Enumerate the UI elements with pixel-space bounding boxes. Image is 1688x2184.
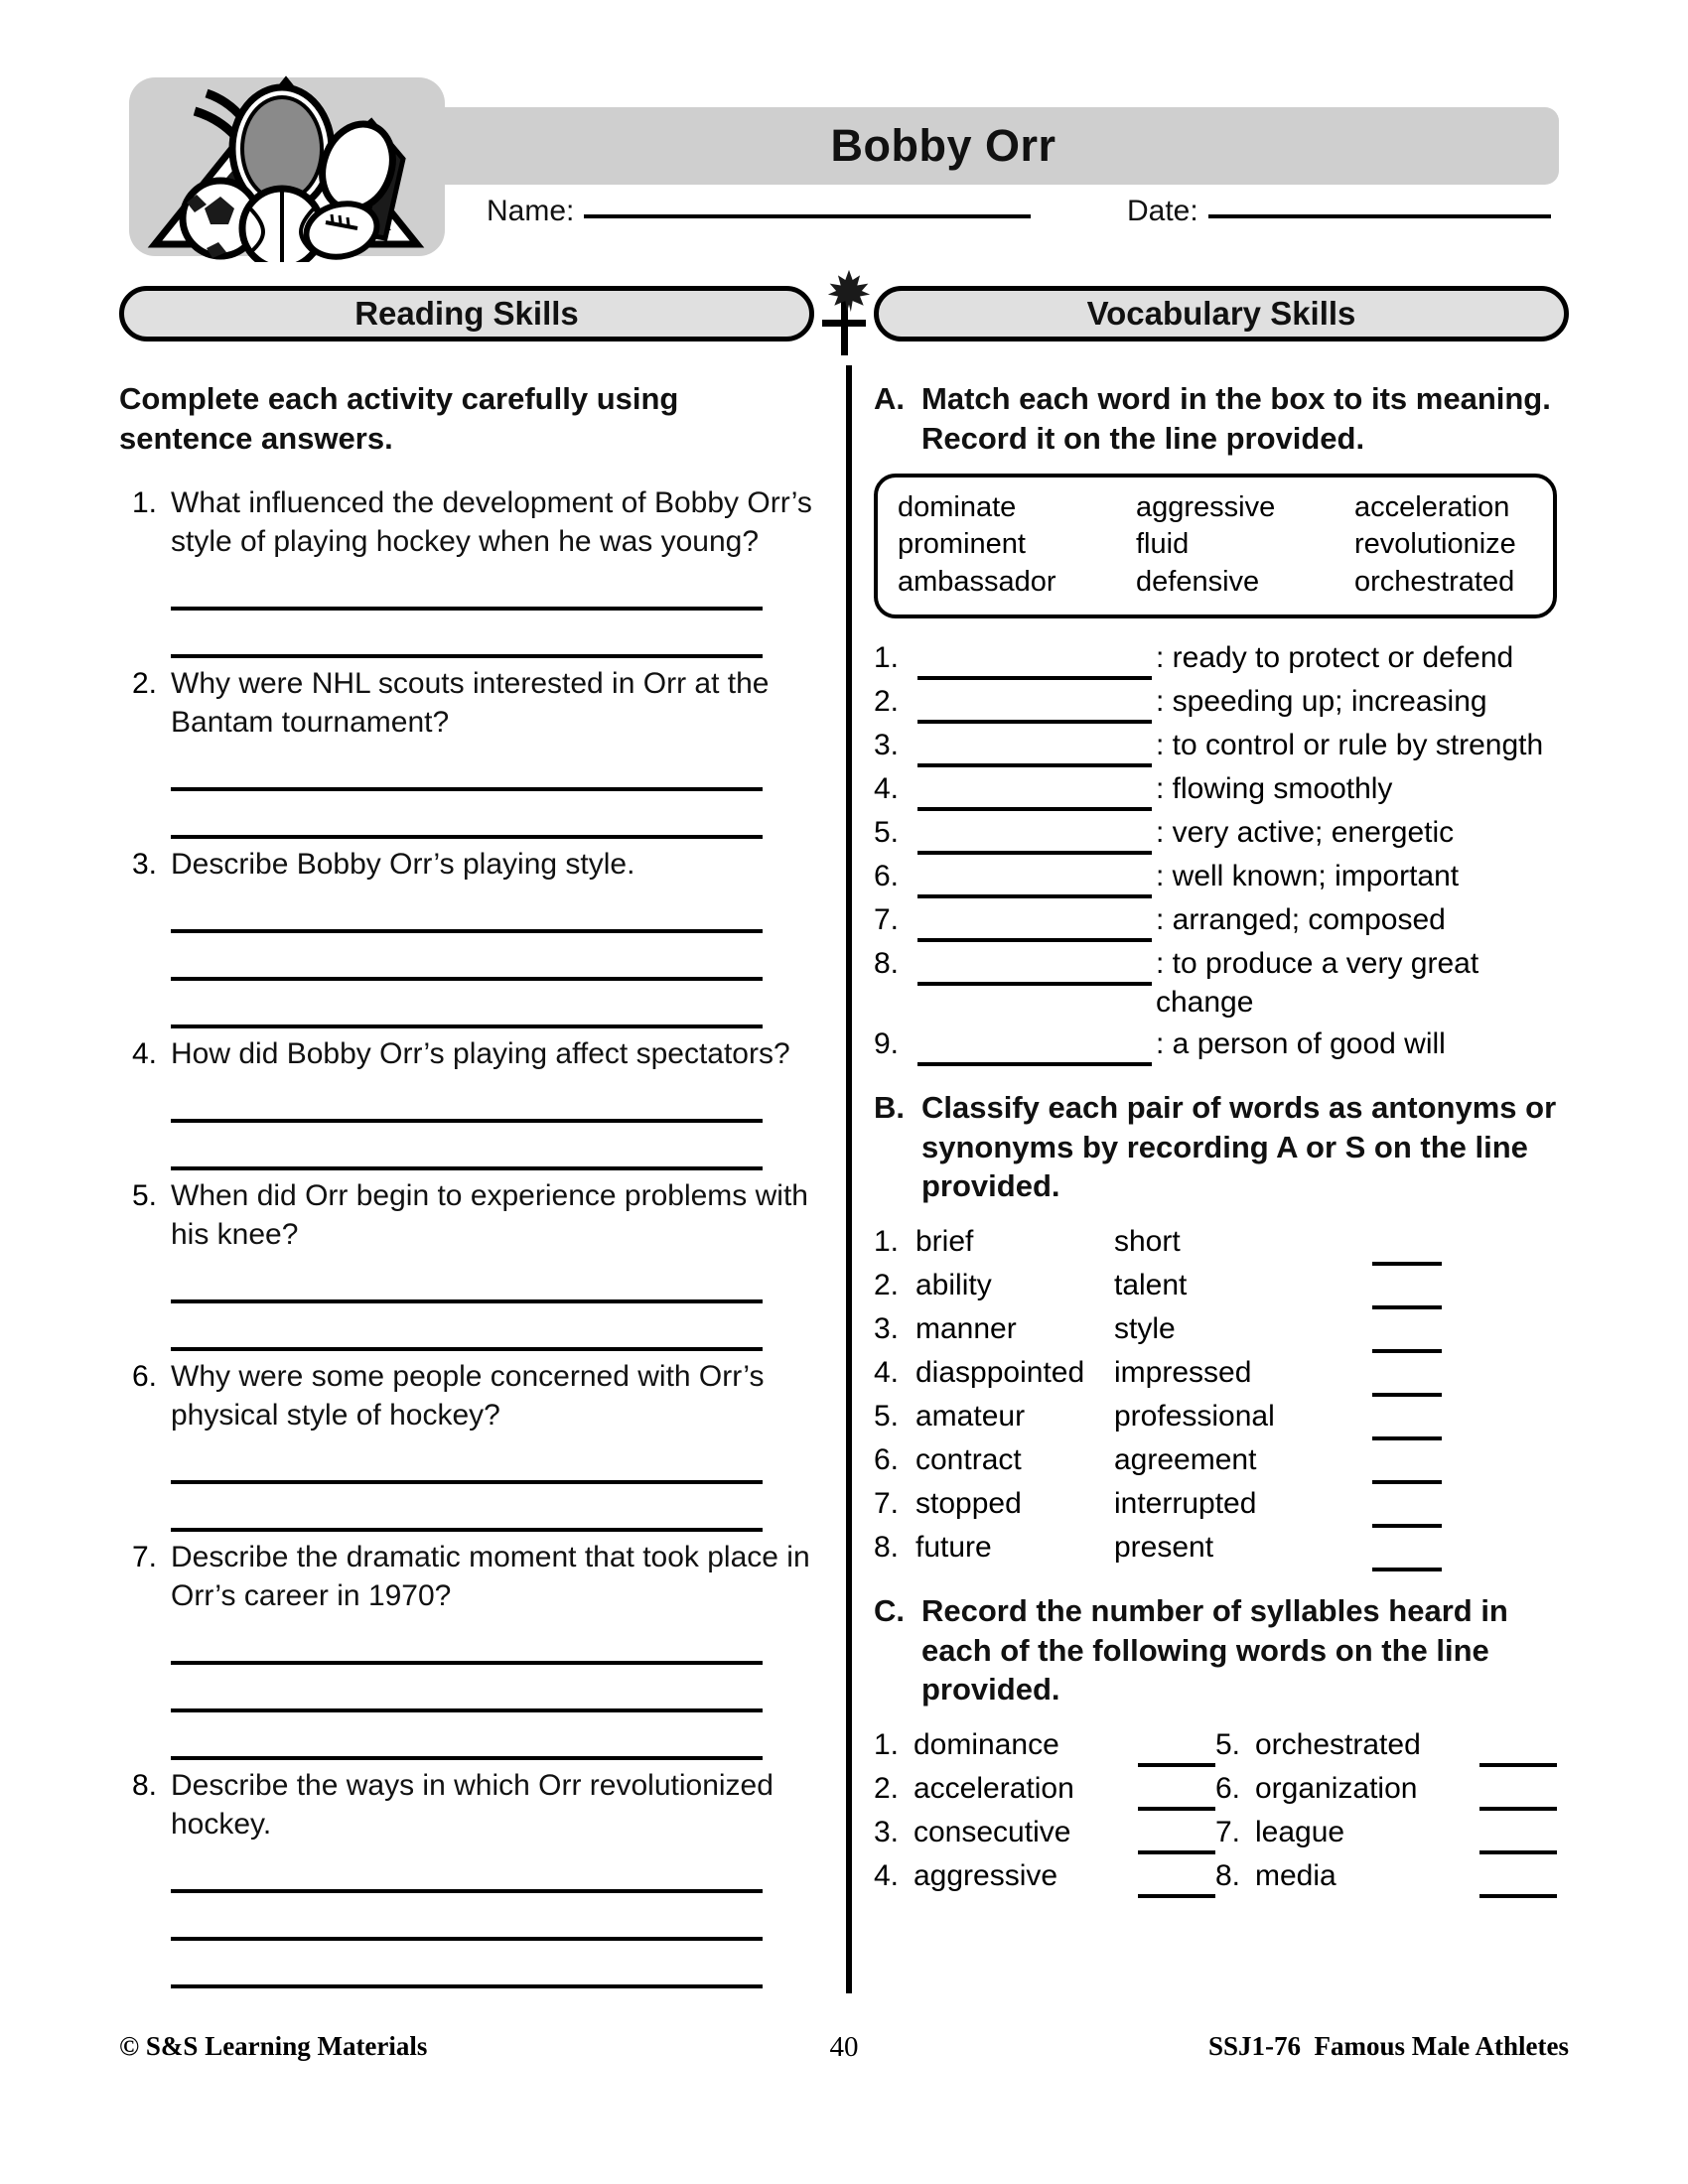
page-footer xyxy=(119,2031,1569,2081)
leaf-crossbar xyxy=(822,320,866,327)
pair-answer-blank[interactable] xyxy=(1372,1494,1442,1528)
answer-line[interactable] xyxy=(171,1845,763,1893)
pair-number: 4. xyxy=(874,1355,900,1389)
date-input-line[interactable] xyxy=(1208,214,1551,218)
syllable-word: aggressive xyxy=(914,1858,1058,1892)
match-definition: : arranged; composed xyxy=(1156,902,1446,936)
word-bank-row xyxy=(898,489,1537,526)
question-number: 1. xyxy=(131,486,157,520)
syllable-word: organization xyxy=(1255,1771,1418,1805)
syllable-row xyxy=(1215,1769,1557,1811)
question-text: When did Orr begin to experience problems with his knee? xyxy=(171,1179,808,1252)
answer-line[interactable] xyxy=(171,1123,763,1170)
syllable-column-right xyxy=(1215,1725,1557,1900)
question-number: 7. xyxy=(131,1541,157,1574)
section-a-heading xyxy=(874,379,1569,458)
match-item xyxy=(874,682,1569,724)
match-item xyxy=(874,769,1569,811)
answer-lines xyxy=(171,563,814,658)
reading-question xyxy=(119,1766,814,1843)
syllable-row xyxy=(874,1769,1215,1811)
syllable-word: dominance xyxy=(914,1727,1059,1761)
vocabulary-skills-banner xyxy=(874,286,1569,341)
word-pair-row xyxy=(874,1397,1569,1440)
syllable-word: media xyxy=(1255,1858,1336,1892)
question-number: 8. xyxy=(131,1769,157,1803)
page-title: Bobby Orr xyxy=(830,120,1056,171)
pair-word-b: impressed xyxy=(1114,1355,1252,1389)
pair-number: 6. xyxy=(874,1442,900,1476)
page-number: 40 xyxy=(829,2031,859,2063)
syllable-number: 8. xyxy=(1215,1858,1241,1892)
syllable-number: 1. xyxy=(874,1727,900,1761)
pair-word-a: manner xyxy=(915,1311,1017,1345)
section-c-instruction: Record the number of syllables heard in each of the following words on the line provided. xyxy=(921,1592,1508,1707)
match-blank-line[interactable] xyxy=(917,730,1152,767)
answer-line[interactable] xyxy=(171,1893,763,1941)
match-blank-line[interactable] xyxy=(917,861,1152,898)
word-bank-row xyxy=(898,526,1537,563)
question-text: How did Bobby Orr’s playing affect spectators? xyxy=(171,1037,790,1071)
answer-line[interactable] xyxy=(171,1436,763,1484)
match-item xyxy=(874,813,1569,855)
syllable-blank[interactable] xyxy=(1138,1821,1215,1854)
word-bank-word: acceleration xyxy=(1354,491,1510,524)
answer-line[interactable] xyxy=(171,744,763,791)
pair-word-b: agreement xyxy=(1114,1442,1257,1476)
maple-leaf-icon xyxy=(826,268,872,314)
pair-word-b: talent xyxy=(1114,1268,1188,1301)
word-bank-word: orchestrated xyxy=(1354,565,1515,598)
syllable-row xyxy=(1215,1725,1557,1767)
answer-line[interactable] xyxy=(171,1303,763,1351)
pair-word-b: present xyxy=(1114,1530,1214,1564)
pair-answer-blank[interactable] xyxy=(1372,1450,1442,1484)
answer-lines xyxy=(171,1256,814,1351)
section-a-letter: A. xyxy=(874,381,905,416)
answer-lines xyxy=(171,1075,814,1170)
answer-line[interactable] xyxy=(171,981,763,1028)
syllable-blank[interactable] xyxy=(1479,1777,1557,1811)
pair-word-a: amateur xyxy=(915,1399,1026,1433)
word-bank-word: dominate xyxy=(898,491,1017,524)
match-number: 5. xyxy=(874,815,900,849)
word-pair-row xyxy=(874,1484,1569,1528)
syllable-row xyxy=(874,1725,1215,1767)
word-pair-row xyxy=(874,1266,1569,1309)
section-b-heading xyxy=(874,1088,1569,1206)
syllable-row xyxy=(874,1856,1215,1898)
syllable-column-left xyxy=(874,1725,1215,1900)
match-definition: : to produce a very great change xyxy=(1156,946,1479,1020)
match-definition: : speeding up; increasing xyxy=(1156,684,1487,718)
match-item-list xyxy=(874,638,1569,1066)
match-number: 1. xyxy=(874,640,900,674)
pair-word-b: short xyxy=(1114,1224,1181,1258)
match-number: 2. xyxy=(874,684,900,718)
sports-equipment-triangle-icon xyxy=(137,64,435,262)
syllable-word: acceleration xyxy=(914,1771,1074,1805)
match-number: 7. xyxy=(874,902,900,936)
pair-answer-blank[interactable] xyxy=(1372,1538,1442,1571)
vocabulary-skills-column xyxy=(874,379,1569,1900)
answer-lines xyxy=(171,744,814,839)
syllable-number: 6. xyxy=(1215,1771,1241,1805)
match-number: 8. xyxy=(874,946,900,980)
match-item xyxy=(874,726,1569,767)
answer-line[interactable] xyxy=(171,611,763,658)
pair-number: 5. xyxy=(874,1399,900,1433)
answer-line[interactable] xyxy=(171,563,763,611)
syllable-blank[interactable] xyxy=(1138,1777,1215,1811)
reading-skills-banner xyxy=(119,286,814,341)
word-bank-word: defensive xyxy=(1136,565,1260,598)
answer-lines xyxy=(171,1436,814,1532)
pair-answer-blank[interactable] xyxy=(1372,1232,1442,1266)
syllable-word-grid xyxy=(874,1725,1569,1900)
section-b-instruction: Classify each pair of words as antonyms or synonyms by recording A or S on the line provided. xyxy=(921,1089,1557,1204)
question-text: Why were NHL scouts interested in Orr at the Bantam tournament? xyxy=(171,667,770,740)
syllable-number: 2. xyxy=(874,1771,900,1805)
pair-answer-blank[interactable] xyxy=(1372,1319,1442,1353)
section-a-instruction: Match each word in the box to its meaning. Record it on the line provided. xyxy=(921,381,1551,456)
reading-question xyxy=(119,664,814,742)
syllable-number: 5. xyxy=(1215,1727,1241,1761)
reading-skills-column xyxy=(119,379,814,1994)
word-pair-row xyxy=(874,1528,1569,1571)
pair-answer-blank[interactable] xyxy=(1372,1363,1442,1397)
vocabulary-skills-label: Vocabulary Skills xyxy=(1086,295,1356,332)
word-pair-row xyxy=(874,1222,1569,1266)
match-blank-line[interactable] xyxy=(917,686,1152,724)
answer-lines xyxy=(171,886,814,1028)
answer-line[interactable] xyxy=(171,1665,763,1712)
question-text: What influenced the development of Bobby Orr’s style of playing hockey when he was young? xyxy=(171,486,812,559)
reading-skills-label: Reading Skills xyxy=(354,295,579,332)
match-number: 9. xyxy=(874,1026,900,1060)
syllable-word: consecutive xyxy=(914,1815,1071,1848)
section-c-heading xyxy=(874,1591,1569,1709)
syllable-number: 4. xyxy=(874,1858,900,1892)
word-pair-list xyxy=(874,1222,1569,1571)
date-label: Date: xyxy=(1127,195,1198,227)
match-definition: : very active; energetic xyxy=(1156,815,1455,849)
answer-line[interactable] xyxy=(171,886,763,933)
pair-word-a: stopped xyxy=(915,1486,1022,1520)
word-pair-row xyxy=(874,1440,1569,1484)
page-header xyxy=(129,77,1559,256)
pair-word-a: ability xyxy=(915,1268,992,1301)
match-definition: : ready to protect or defend xyxy=(1156,640,1514,674)
syllable-blank[interactable] xyxy=(1479,1733,1557,1767)
pair-number: 1. xyxy=(874,1224,900,1258)
match-definition: : to control or rule by strength xyxy=(1156,728,1544,761)
product-code: SSJ1-76 Famous Male Athletes xyxy=(1208,2031,1569,2061)
word-pair-row xyxy=(874,1353,1569,1397)
copyright-notice: © S&S Learning Materials xyxy=(119,2031,428,2061)
match-item xyxy=(874,944,1569,1023)
reading-question xyxy=(119,1357,814,1434)
syllable-blank[interactable] xyxy=(1479,1821,1557,1854)
answer-line[interactable] xyxy=(171,1712,763,1760)
pair-number: 7. xyxy=(874,1486,900,1520)
answer-line[interactable] xyxy=(171,1941,763,1988)
pair-word-a: future xyxy=(915,1530,992,1564)
name-input-line[interactable] xyxy=(584,214,1031,218)
name-label: Name: xyxy=(487,195,575,227)
pair-word-a: brief xyxy=(915,1224,974,1258)
reading-instruction: Complete each activity carefully using sentence answers. xyxy=(119,381,679,456)
match-definition: : well known; important xyxy=(1156,859,1460,892)
match-item xyxy=(874,857,1569,898)
word-bank-word: fluid xyxy=(1136,528,1190,561)
match-blank-line[interactable] xyxy=(917,1028,1152,1066)
answer-line[interactable] xyxy=(171,1617,763,1665)
syllable-number: 7. xyxy=(1215,1815,1241,1848)
syllable-blank[interactable] xyxy=(1479,1864,1557,1898)
word-bank-word: ambassador xyxy=(898,565,1056,598)
match-number: 4. xyxy=(874,771,900,805)
answer-line[interactable] xyxy=(171,1075,763,1123)
section-banner-row xyxy=(119,286,1569,353)
answer-line[interactable] xyxy=(171,791,763,839)
question-text: Describe the dramatic moment that took place in Orr’s career in 1970? xyxy=(171,1541,810,1613)
question-text: Why were some people concerned with Orr’s physical style of hockey? xyxy=(171,1360,765,1433)
title-banner xyxy=(328,107,1559,185)
match-blank-line[interactable] xyxy=(917,773,1152,811)
reading-question xyxy=(119,1538,814,1615)
reading-question xyxy=(119,1176,814,1254)
syllable-number: 3. xyxy=(874,1815,900,1848)
name-field-row xyxy=(487,195,1031,228)
match-number: 3. xyxy=(874,728,900,761)
match-definition: : a person of good will xyxy=(1156,1026,1446,1060)
word-bank-box xyxy=(874,474,1557,617)
question-text: Describe Bobby Orr’s playing style. xyxy=(171,848,635,882)
match-blank-line[interactable] xyxy=(917,904,1152,942)
syllable-word: orchestrated xyxy=(1255,1727,1421,1761)
pair-word-b: interrupted xyxy=(1114,1486,1257,1520)
answer-line[interactable] xyxy=(171,1484,763,1532)
answer-lines xyxy=(171,1845,814,1988)
question-text: Describe the ways in which Orr revolutionized hockey. xyxy=(171,1769,774,1842)
pair-word-a: contract xyxy=(915,1442,1022,1476)
section-c-letter: C. xyxy=(874,1592,905,1628)
match-item xyxy=(874,638,1569,680)
syllable-blank[interactable] xyxy=(1138,1733,1215,1767)
reading-question xyxy=(119,1034,814,1073)
reading-question xyxy=(119,845,814,884)
answer-lines xyxy=(171,1617,814,1760)
reading-question xyxy=(119,483,814,561)
word-bank-word: aggressive xyxy=(1136,491,1276,524)
pair-answer-blank[interactable] xyxy=(1372,1276,1442,1309)
question-number: 5. xyxy=(131,1179,157,1213)
section-b-letter: B. xyxy=(874,1089,905,1125)
pair-word-b: professional xyxy=(1114,1399,1275,1433)
match-item xyxy=(874,900,1569,942)
word-bank-word: prominent xyxy=(898,528,1026,561)
word-pair-row xyxy=(874,1309,1569,1353)
match-definition: : flowing smoothly xyxy=(1156,771,1393,805)
syllable-word: league xyxy=(1255,1815,1345,1848)
match-blank-line[interactable] xyxy=(917,948,1152,986)
match-blank-line[interactable] xyxy=(917,817,1152,855)
question-number: 3. xyxy=(131,848,157,882)
date-field-row xyxy=(1127,195,1551,228)
syllable-blank[interactable] xyxy=(1138,1864,1215,1898)
pair-number: 3. xyxy=(874,1311,900,1345)
answer-line[interactable] xyxy=(171,933,763,981)
question-number: 6. xyxy=(131,1360,157,1394)
pair-word-b: style xyxy=(1114,1311,1176,1345)
pair-word-a: diasppointed xyxy=(915,1355,1085,1389)
syllable-row xyxy=(874,1813,1215,1854)
pair-number: 2. xyxy=(874,1268,900,1301)
syllable-row xyxy=(1215,1813,1557,1854)
match-item xyxy=(874,1024,1569,1066)
answer-line[interactable] xyxy=(171,1256,763,1303)
column-divider xyxy=(846,365,852,1993)
pair-answer-blank[interactable] xyxy=(1372,1407,1442,1440)
word-bank-row xyxy=(898,564,1537,601)
question-number: 2. xyxy=(131,667,157,701)
match-number: 6. xyxy=(874,859,900,892)
syllable-row xyxy=(1215,1856,1557,1898)
reading-question-list xyxy=(119,483,814,1988)
match-blank-line[interactable] xyxy=(917,642,1152,680)
pair-number: 8. xyxy=(874,1530,900,1564)
question-number: 4. xyxy=(131,1037,157,1071)
word-bank-word: revolutionize xyxy=(1354,528,1516,561)
